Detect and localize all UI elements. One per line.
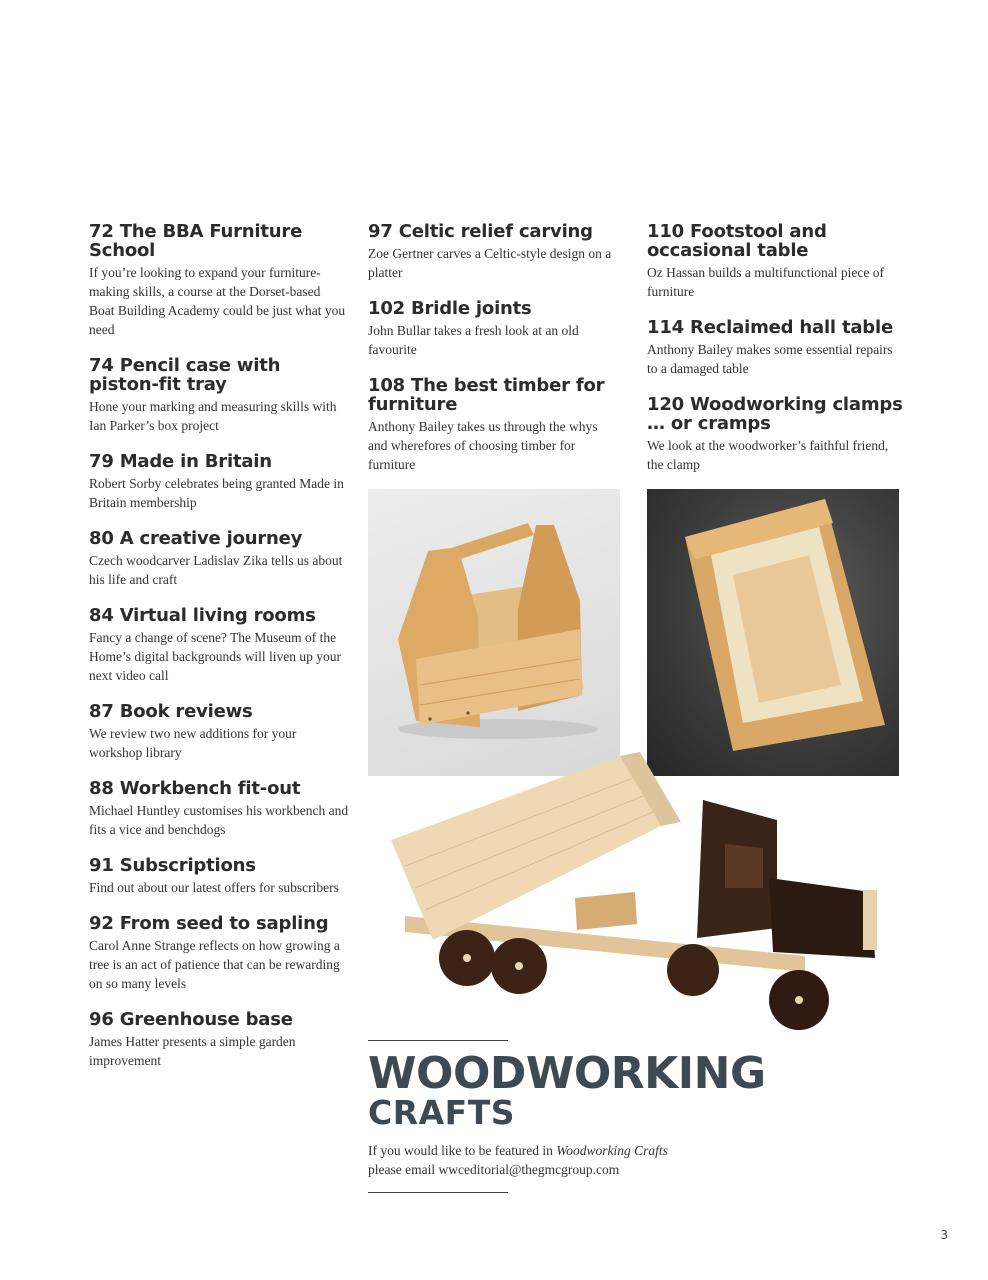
entry-title: 74 Pencil case with piston-fit tray bbox=[89, 355, 281, 395]
entry-description: James Hatter presents a simple garden improvement bbox=[89, 1034, 296, 1068]
contents-entry[interactable] bbox=[368, 222, 620, 282]
contents-entry[interactable] bbox=[89, 529, 349, 589]
contents-column-2 bbox=[368, 222, 620, 491]
entry-title: 110 Footstool and occasional table bbox=[647, 221, 827, 261]
frame-illustration bbox=[647, 489, 899, 776]
contents-entry[interactable] bbox=[647, 318, 903, 378]
contents-entry[interactable] bbox=[89, 1010, 349, 1070]
entry-description: Robert Sorby celebrates being granted Made in Britain membership bbox=[89, 476, 344, 510]
entry-description: Fancy a change of scene? The Museum of the Home’s digital backgrounds will liven up your next video call bbox=[89, 630, 341, 683]
contents-column-1 bbox=[89, 222, 349, 1087]
contents-entry[interactable] bbox=[368, 299, 620, 359]
contents-entry[interactable] bbox=[89, 452, 349, 512]
entry-description: Find out about our latest offers for subscribers bbox=[89, 880, 339, 895]
entry-title: 91 Subscriptions bbox=[89, 855, 256, 876]
entry-description: If you’re looking to expand your furniture-making skills, a course at the Dorset-based Boat Building Academy could be just what you need bbox=[89, 265, 346, 337]
entry-title: 108 The best timber for furniture bbox=[368, 375, 605, 415]
contents-entry[interactable] bbox=[89, 856, 349, 897]
entry-title: 72 The BBA Furniture School bbox=[89, 221, 303, 261]
page-number: 3 bbox=[940, 1228, 948, 1242]
entry-description: We review two new additions for your workshop library bbox=[89, 726, 297, 760]
entry-title: 92 From seed to sapling bbox=[89, 913, 329, 934]
contact-info bbox=[368, 1141, 698, 1179]
contact-prefix: If you would like to be featured in bbox=[368, 1143, 557, 1158]
picture-frame-photo bbox=[647, 489, 899, 776]
toy-truck-photo bbox=[385, 748, 900, 1043]
truck-illustration bbox=[385, 748, 900, 1043]
contact-email-line[interactable]: please email wwceditorial@thegmcgroup.com bbox=[368, 1162, 620, 1177]
entry-title: 80 A creative journey bbox=[89, 528, 303, 549]
entry-description: Zoe Gertner carves a Celtic-style design on a platter bbox=[368, 246, 612, 280]
contents-entry[interactable] bbox=[89, 222, 349, 339]
entry-title: 97 Celtic relief carving bbox=[368, 221, 593, 242]
entry-description: Carol Anne Strange reflects on how growing a tree is an act of patience that can be rewarding on so many levels bbox=[89, 938, 340, 991]
contents-entry[interactable] bbox=[647, 395, 903, 474]
contents-entry[interactable] bbox=[647, 222, 903, 301]
divider-top bbox=[368, 1040, 508, 1041]
contact-magazine-name: Woodworking Crafts bbox=[556, 1143, 668, 1158]
entry-description: Michael Huntley customises his workbench and fits a vice and benchdogs bbox=[89, 803, 349, 837]
entry-description: Czech woodcarver Ladislav Zika tells us about his life and craft bbox=[89, 553, 343, 587]
contents-entry[interactable] bbox=[89, 779, 349, 839]
entry-description: Anthony Bailey makes some essential repairs to a damaged table bbox=[647, 342, 893, 376]
contents-column-3 bbox=[647, 222, 903, 491]
magazine-title: WOODWORKING bbox=[368, 1048, 766, 1099]
contents-entry[interactable] bbox=[89, 606, 349, 685]
entry-description: We look at the woodworker’s faithful friend, the clamp bbox=[647, 438, 889, 472]
entry-title: 114 Reclaimed hall table bbox=[647, 317, 893, 338]
contents-entry[interactable] bbox=[89, 702, 349, 762]
entry-title: 79 Made in Britain bbox=[89, 451, 272, 472]
entry-description: John Bullar takes a fresh look at an old favourite bbox=[368, 323, 579, 357]
divider-bottom bbox=[368, 1192, 508, 1193]
entry-description: Hone your marking and measuring skills with Ian Parker’s box project bbox=[89, 399, 337, 433]
entry-title: 88 Workbench fit-out bbox=[89, 778, 301, 799]
entry-title: 87 Book reviews bbox=[89, 701, 253, 722]
entry-title: 102 Bridle joints bbox=[368, 298, 532, 319]
contents-entry[interactable] bbox=[89, 356, 349, 435]
entry-description: Oz Hassan builds a multifunctional piece of furniture bbox=[647, 265, 884, 299]
contents-entry[interactable] bbox=[368, 376, 620, 474]
entry-title: 120 Woodworking clamps … or cramps bbox=[647, 394, 903, 434]
contents-entry[interactable] bbox=[89, 914, 349, 993]
entry-description: Anthony Bailey takes us through the whys and wherefores of choosing timber for furniture bbox=[368, 419, 598, 472]
toolbox-photo bbox=[368, 489, 620, 776]
entry-title: 84 Virtual living rooms bbox=[89, 605, 316, 626]
entry-title: 96 Greenhouse base bbox=[89, 1009, 293, 1030]
magazine-subtitle: CRAFTS bbox=[368, 1093, 515, 1132]
toolbox-illustration bbox=[368, 489, 620, 776]
